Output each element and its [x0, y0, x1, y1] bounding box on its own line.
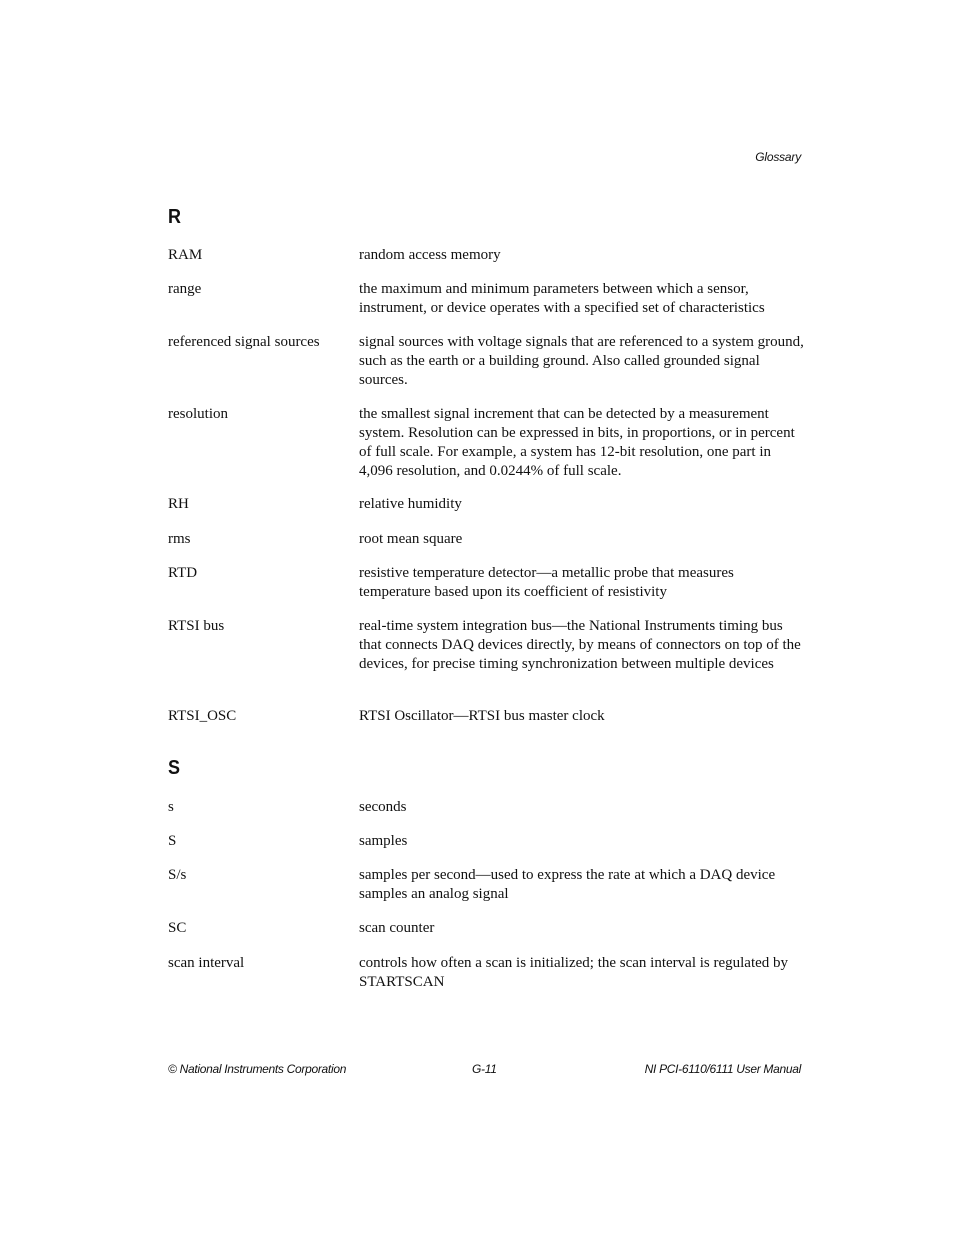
glossary-term: RTD [168, 565, 198, 581]
glossary-definition: the smallest signal increment that can be detected by a measurement system. Resolution can be expressed in bits, in proportions, or in percent of full scale. For example, a system has 12-bit resolution, one part in 4,096 resolution, and 0.0244% of full scale. [359, 406, 795, 479]
glossary-definition: seconds [359, 799, 407, 815]
glossary-definition: signal sources with voltage signals that are referenced to a system ground, such as the earth or a building ground. Also called grounded signal sources. [359, 334, 804, 388]
glossary-term: RTSI bus [168, 618, 225, 634]
page-number: G-11 [472, 1062, 497, 1076]
glossary-definition: RTSI Oscillator—RTSI bus master clock [359, 708, 605, 724]
glossary-definition: samples per second—used to express the rate at which a DAQ device samples an analog signal [359, 867, 776, 902]
glossary-definition: scan counter [359, 920, 435, 936]
glossary-term: range [168, 281, 202, 297]
glossary-definition: controls how often a scan is initialized; the scan interval is regulated by STARTSCAN [359, 955, 789, 990]
glossary-term: S [168, 833, 177, 849]
glossary-definition: samples [359, 833, 408, 849]
section-heading-r: R [168, 206, 182, 228]
glossary-definition: the maximum and minimum parameters between which a sensor, instrument, or device operates with a specified set of characteristics [359, 281, 765, 316]
glossary-term: resolution [168, 406, 228, 422]
footer-copyright: © National Instruments Corporation [168, 1062, 347, 1076]
glossary-term: S/s [168, 867, 187, 883]
page-footer [168, 1062, 801, 1078]
glossary-definition: root mean square [359, 531, 463, 547]
glossary-definition: relative humidity [359, 496, 462, 512]
section-heading-s: S [168, 757, 181, 779]
glossary-definition: random access memory [359, 247, 501, 263]
glossary-term: RH [168, 496, 189, 512]
glossary-term: RAM [168, 247, 203, 263]
glossary-definition: resistive temperature detector—a metallic probe that measures temperature based upon its coefficient of resistivity [359, 565, 734, 600]
glossary-term: RTSI_OSC [168, 708, 237, 724]
footer-manual-title: NI PCI-6110/6111 User Manual [644, 1062, 801, 1076]
glossary-term: scan interval [168, 955, 245, 971]
running-header: Glossary [755, 150, 801, 164]
glossary-term: referenced signal sources [168, 334, 320, 350]
glossary-definition: real-time system integration bus—the National Instruments timing bus that connects DAQ devices directly, by means of connectors on top of the devices, for precise timing synchronization between multiple devices [359, 618, 801, 672]
glossary-term: SC [168, 920, 187, 936]
glossary-term: rms [168, 531, 191, 547]
glossary-term: s [168, 799, 174, 815]
